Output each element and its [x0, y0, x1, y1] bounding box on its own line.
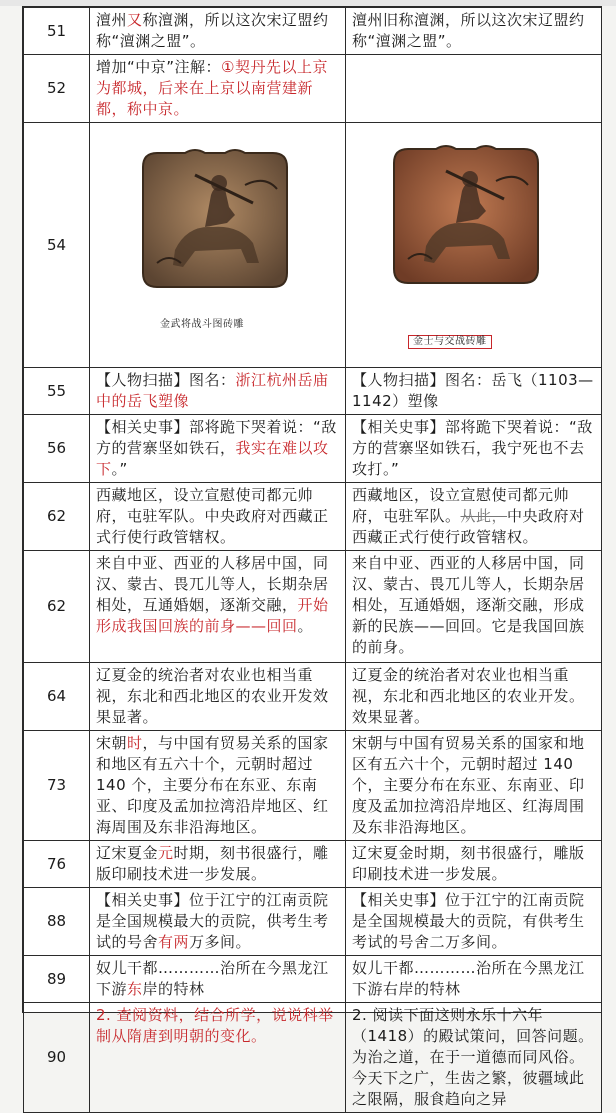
old-version-cell [90, 8, 346, 55]
page-number: 51 [46, 21, 67, 40]
relief-image-right [386, 141, 546, 291]
old-version-cell [90, 415, 346, 483]
cell-text: 澶州 [96, 11, 128, 29]
cell-text: 来自中亚、西亚的人移居中国，同汉、蒙古、畏兀儿等人，长期杂居相处，互通婚姻，逐渐交融，形成新的民族——回回。它是我国回族的前身。 [352, 554, 585, 656]
revised-text: 2. 查阅资料，结合所学，说说科举制从隋唐到明朝的变化。 [96, 1006, 334, 1045]
page-number-cell [24, 368, 90, 415]
new-version-cell [346, 888, 602, 956]
new-version-cell [346, 731, 602, 841]
cell-text: 【相关史事】部将跪下哭着说：“敌方的营寨坚如铁石， [96, 418, 337, 457]
cell-text: 澶州旧称澶渊，所以这次宋辽盟约称“澶渊之盟”。 [352, 11, 585, 50]
table-row [24, 368, 602, 415]
old-version-cell [90, 551, 346, 663]
new-version-cell [346, 1003, 602, 1113]
page-number: 62 [46, 507, 67, 525]
page-number: 89 [46, 969, 67, 988]
cell-text: 奴儿干都…………治所在今黑龙江下游右岸的特林 [352, 959, 585, 998]
page-number: 55 [46, 381, 67, 400]
relief-image-left [135, 145, 295, 295]
revised-text: 时 [127, 734, 143, 752]
table-row [24, 956, 602, 1003]
cell-text: 辽宋夏金 [96, 844, 159, 862]
revised-text: 我实在难以攻下 [96, 439, 329, 478]
page-number: 54 [46, 235, 67, 254]
page-number: 73 [46, 776, 67, 794]
cell-text: 【相关史事】位于江宁的江南贡院是全国规模最大的贡院，有供考生考试的号舍二万多间。 [352, 891, 585, 951]
table-row [24, 841, 602, 888]
table-row [24, 1003, 602, 1113]
cell-text: 奴儿干都…………治所在今黑龙江下游 [96, 959, 329, 998]
page-number-cell [24, 1003, 90, 1113]
removed-text: 从此， [460, 507, 508, 525]
cell-text: 时期，刻书很盛行，雕版印刷技术进一步发展。 [96, 844, 329, 883]
old-version-cell [90, 888, 346, 956]
cell-text: 2. 阅读下面这则永乐十六年（1418）的殿试策问，回答问题。为治之道，在于一道德而同风俗。今天下之广，生齿之繁，彼疆域此之限隔，服食趋向之异 [352, 1006, 594, 1108]
old-version-cell [90, 1003, 346, 1113]
page-number: 64 [46, 687, 67, 705]
page-number-cell [24, 841, 90, 888]
new-version-cell [346, 415, 602, 483]
old-version-cell [90, 731, 346, 841]
new-version-cell [346, 956, 602, 1003]
revised-text: 有两 [158, 933, 190, 951]
page-number: 52 [46, 79, 67, 97]
new-version-cell [346, 483, 602, 551]
revised-text: 浙江杭州岳庙中的岳飞塑像 [96, 371, 329, 410]
revised-text: 东 [127, 980, 143, 998]
table-row [24, 123, 602, 368]
image-caption-left: 金武将战斗图砖雕 [160, 319, 244, 330]
revised-text: 又 [127, 11, 143, 29]
page-number-cell [24, 415, 90, 483]
page-number: 90 [46, 1048, 67, 1066]
revised-text: 开始形成我国回族的前身——回回 [96, 596, 329, 635]
old-version-cell [90, 368, 346, 415]
cell-text: 【人物扫描】图名：岳飞（1103—1142）塑像 [352, 371, 594, 410]
cell-text: 。 [297, 617, 314, 635]
table-row [24, 731, 602, 841]
cell-text: 宋朝 [96, 734, 128, 752]
page-number-cell [24, 55, 90, 123]
old-version-image-cell [90, 123, 346, 368]
old-version-cell [90, 663, 346, 731]
page-number-cell [24, 888, 90, 956]
old-version-cell [90, 956, 346, 1003]
page-number-cell [24, 731, 90, 841]
new-version-cell [346, 663, 602, 731]
new-version-image-cell [346, 123, 602, 368]
table-row [24, 551, 602, 663]
cell-text: 辽夏金的统治者对农业也相当重视，东北和西北地区的农业开发。效果显著。 [352, 666, 585, 726]
image-caption-right: 金士与交战砖雕 [408, 335, 492, 349]
cell-text: 辽宋夏金时期，刻书很盛行，雕版印刷技术进一步发展。 [352, 844, 585, 883]
old-version-cell [90, 841, 346, 888]
table-row [24, 483, 602, 551]
revised-text: 元 [158, 844, 174, 862]
new-version-cell [346, 368, 602, 415]
page-number: 88 [46, 912, 67, 930]
old-version-cell [90, 483, 346, 551]
cell-text: 称澶渊，所以这次宋辽盟约称“澶渊之盟”。 [96, 11, 329, 50]
cell-text: 西藏地区，设立宣慰使司都元帅府，屯驻军队。 [352, 486, 570, 525]
page-number-cell [24, 123, 90, 368]
page-number-cell [24, 663, 90, 731]
cell-text: 西藏地区，设立宣慰使司都元帅府，屯驻军队。中央政府对西藏正式行使行政管辖权。 [96, 486, 329, 546]
cell-text: 来自中亚、西亚的人移居中国，同汉、蒙古、畏兀儿等人，长期杂居相处，互通婚姻，逐渐交融， [96, 554, 329, 614]
page-number-cell [24, 551, 90, 663]
cell-text: 辽夏金的统治者对农业也相当重视，东北和西北地区的农业开发效果显著。 [96, 666, 329, 726]
page-number-cell [24, 8, 90, 55]
new-version-cell [346, 841, 602, 888]
table-row [24, 8, 602, 55]
table-row [24, 888, 602, 956]
cell-text: 中央政府对西藏正式行使行政管辖权。 [352, 507, 585, 546]
cell-text: 万多间。 [189, 933, 252, 951]
page-number: 56 [46, 439, 67, 457]
new-version-cell [346, 55, 602, 123]
new-version-cell [346, 8, 602, 55]
page-number: 76 [46, 854, 67, 873]
cell-text: 岸的特林 [142, 980, 205, 998]
page-number-cell [24, 483, 90, 551]
cell-text: 【人物扫描】图名： [96, 371, 236, 389]
old-version-cell [90, 55, 346, 123]
cell-text: 增加“中京”注解： [96, 58, 222, 76]
new-version-cell [346, 551, 602, 663]
cell-text: 。” [111, 460, 128, 478]
cell-text: 【相关史事】部将跪下哭着说：“敌方的营寨坚如铁石，我宁死也不去攻打。” [352, 418, 593, 478]
page-number: 62 [46, 597, 67, 615]
cell-text: 宋朝与中国有贸易关系的国家和地区有五六十个，元朝时超过 140 个，主要分布在东亚、东南亚、印度及孟加拉湾沿岸地区、红海周围及东非沿海地区。 [352, 734, 585, 836]
comparison-table [22, 6, 602, 1108]
table-row [24, 663, 602, 731]
page-number-cell [24, 956, 90, 1003]
table-row [24, 55, 602, 123]
table-row [24, 415, 602, 483]
revised-text: ①契丹先以上京为都城，后来在上京以南营建新都，称中京。 [96, 58, 328, 118]
cell-text: ，与中国有贸易关系的国家和地区有五六十个，元朝时超过 140 个，主要分布在东亚、东南亚、印度及孟加拉湾沿岸地区、红海周围及东非沿海地区。 [96, 734, 329, 836]
cell-text: 【相关史事】位于江宁的江南贡院是全国规模最大的贡院，供考生考试的号舍 [96, 891, 329, 951]
